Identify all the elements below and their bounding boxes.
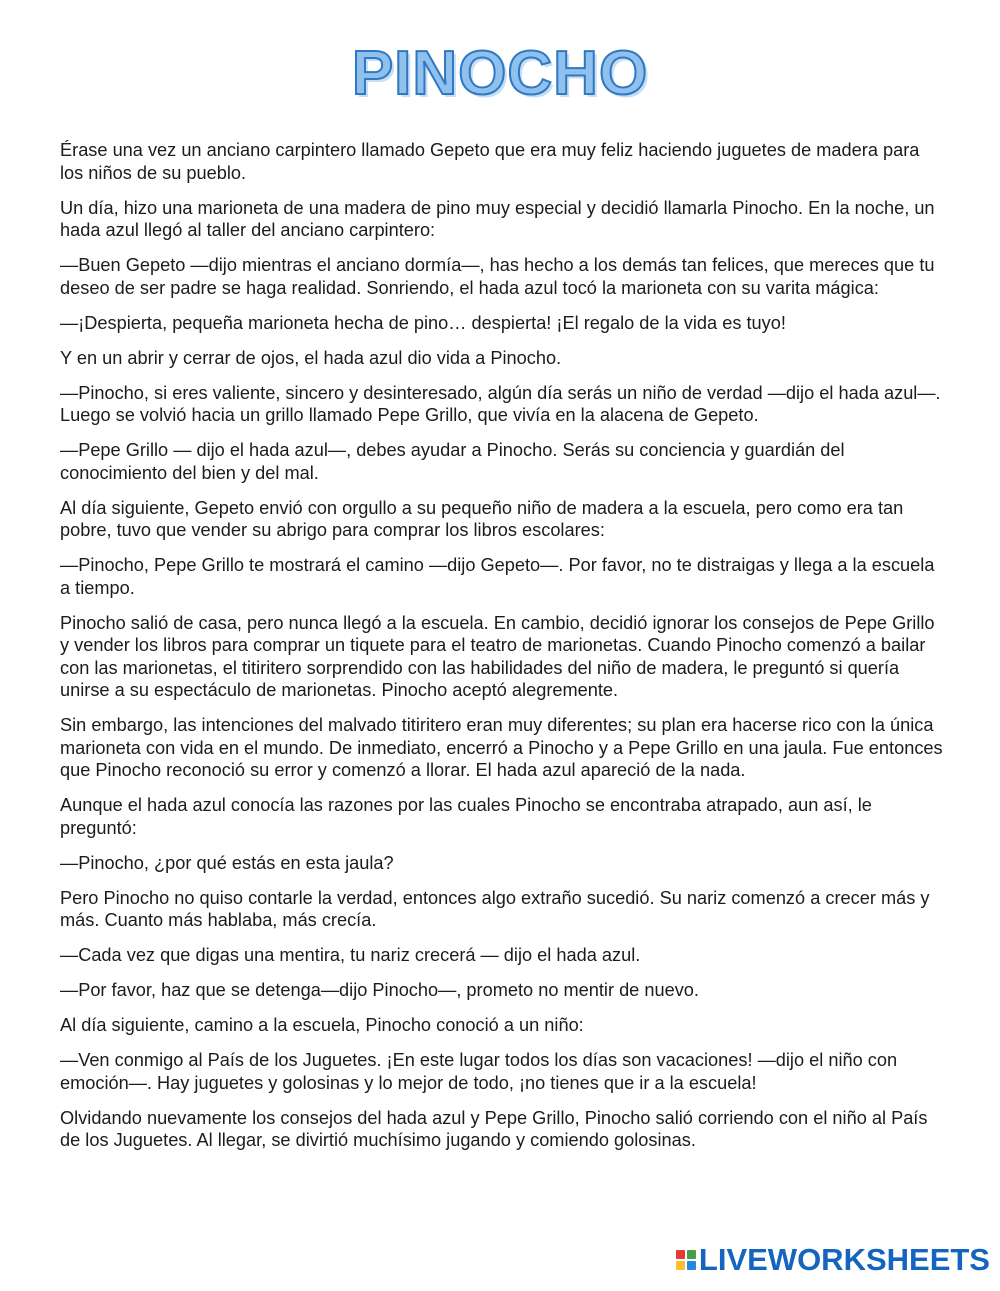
paragraph: Y en un abrir y cerrar de ojos, el hada azul dio vida a Pinocho.: [60, 347, 562, 368]
paragraph: —¡Despierta, pequeña marioneta hecha de pino… despierta! ¡El regalo de la vida es tuyo!: [60, 312, 786, 333]
paragraph: —Cada vez que digas una mentira, tu nariz crecerá — dijo el hada azul.: [60, 945, 641, 965]
brand-name: LIVEWORKSHEETS: [698, 1242, 990, 1277]
liveworksheets-logo-icon: [676, 1250, 696, 1270]
paragraph: Un día, hizo una marioneta de una madera de pino muy especial y decidió llamarla Pinocho. En la noche, un hada azul llegó al taller del anciano carpintero:: [60, 197, 935, 240]
logo-square: [687, 1250, 696, 1259]
story-text: [60, 139, 944, 1164]
paragraph: Al día siguiente, Gepeto envió con orgullo a su pequeño niño de madera a la escuela, pero como era tan pobre, tuvo que vender su abrigo para comprar los libros escolares:: [60, 497, 904, 540]
paragraph: —Pinocho, ¿por qué estás en esta jaula?: [60, 852, 394, 873]
paragraph: —Ven conmigo al País de los Juguetes. ¡En este lugar todos los días son vacaciones! —dijo el niño con emoción—. Hay juguetes y golosinas y lo mejor de todo, ¡no tienes que ir a la escuela!: [60, 1050, 898, 1093]
liveworksheets-brand[interactable]: [676, 1243, 990, 1277]
paragraph: —Pepe Grillo — dijo el hada azul—, debes ayudar a Pinocho. Serás su conciencia y guardián del conocimiento del bien y del mal.: [60, 440, 845, 483]
logo-square: [687, 1261, 696, 1270]
paragraph: —Por favor, haz que se detenga—dijo Pinocho—, prometo no mentir de nuevo.: [60, 980, 699, 1000]
paragraph: Érase una vez un anciano carpintero llamado Gepeto que era muy feliz haciendo juguetes de madera para los niños de su pueblo.: [60, 140, 920, 183]
paragraph: Aunque el hada azul conocía las razones por las cuales Pinocho se encontraba atrapado, aun así, le preguntó:: [60, 795, 872, 838]
paragraph: Olvidando nuevamente los consejos del hada azul y Pepe Grillo, Pinocho salió corriendo con el niño al País de los Juguetes. Al llegar, se divirtió muchísimo jugando y comiendo golosinas.: [60, 1107, 928, 1150]
paragraph: Pero Pinocho no quiso contarle la verdad, entonces algo extraño sucedió. Su nariz comenzó a crecer más y más. Cuanto más hablaba, más crecía.: [60, 887, 930, 930]
logo-square: [676, 1261, 685, 1270]
paragraph: Sin embargo, las intenciones del malvado titiritero eran muy diferentes; su plan era hacerse rico con la única marioneta con vida en el mundo. De inmediato, encerró a Pinocho y a Pepe Grillo en una jaula. Fue entonces que Pinocho reconoció su error y comenzó a llorar. El hada azul apareció de la nada.: [60, 715, 943, 780]
paragraph: —Pinocho, Pepe Grillo te mostrará el camino —dijo Gepeto—. Por favor, no te distraigas y llega a la escuela a tiempo.: [60, 555, 935, 598]
paragraph: Pinocho salió de casa, pero nunca llegó a la escuela. En cambio, decidió ignorar los consejos de Pepe Grillo y vender los libros para comprar un tiquete para el teatro de marionetas. Cuando Pinocho comenzó a bailar con las marionetas, el titiritero sorprendido con las habilidades del niño de madera, le preguntó si quería unirse a su espectáculo de marionetas. Pinocho aceptó alegremente.: [60, 612, 935, 700]
page-title: PINOCHO: [351, 39, 649, 108]
logo-square: [676, 1250, 685, 1259]
paragraph: —Buen Gepeto —dijo mientras el anciano dormía—, has hecho a los demás tan felices, que mereces que tu deseo de ser padre se haga realidad. Sonriendo, el hada azul tocó la marioneta con su varita mágica:: [60, 255, 935, 298]
paragraph: —Pinocho, si eres valiente, sincero y desinteresado, algún día serás un niño de verdad —dijo el hada azul—. Luego se volvió hacia un grillo llamado Pepe Grillo, que vivía en la alacena de Gepeto.: [60, 382, 941, 425]
paragraph: Al día siguiente, camino a la escuela, Pinocho conoció a un niño:: [60, 1015, 584, 1035]
